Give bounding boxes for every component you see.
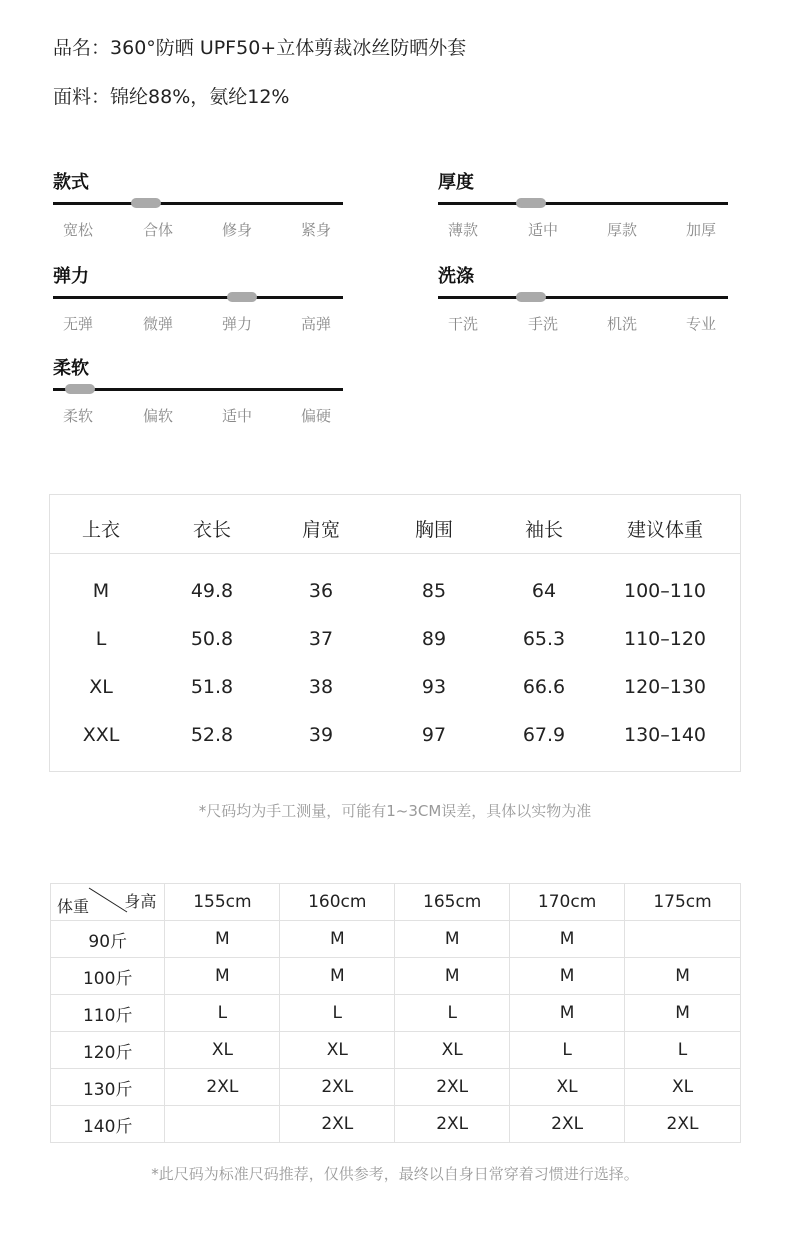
attribute-indicator <box>131 198 161 208</box>
corner-weight-label: 体重 <box>57 897 90 916</box>
recommended-size-cell: 2XL <box>395 1069 510 1106</box>
attribute-option: 微弹 <box>142 315 173 333</box>
size-cell: 120–130 <box>623 676 707 698</box>
height-header-cell: 175cm <box>625 884 741 921</box>
size-cell: XXL <box>82 724 120 746</box>
size-cell: 52.8 <box>190 724 234 746</box>
product-fabric-label: 面料： <box>53 86 111 108</box>
recommended-size-cell: XL <box>625 1069 741 1106</box>
size-cell: 64 <box>531 580 557 602</box>
recommendation-row <box>51 1032 741 1069</box>
weight-cell: 120斤 <box>51 1032 165 1069</box>
attribute-option: 适中 <box>221 407 252 425</box>
weight-cell: 100斤 <box>51 958 165 995</box>
recommended-size-cell: M <box>510 921 625 958</box>
attribute-indicator <box>227 292 257 302</box>
attribute-option: 高弹 <box>300 315 331 333</box>
attribute-option: 宽松 <box>62 221 93 239</box>
size-header-cell: 上衣 <box>81 519 121 541</box>
attribute-title: 款式 <box>53 172 89 193</box>
recommended-size-cell: 2XL <box>165 1069 280 1106</box>
product-name-label: 品名： <box>53 37 111 59</box>
attribute-option: 薄款 <box>447 221 478 239</box>
attribute-option: 柔软 <box>62 407 93 425</box>
attribute-track <box>53 296 343 299</box>
size-header-cell: 衣长 <box>192 519 232 541</box>
attribute-indicator <box>516 292 546 302</box>
attribute-option: 厚款 <box>606 221 637 239</box>
recommended-size-cell: M <box>395 958 510 995</box>
recommended-size-cell: M <box>165 921 280 958</box>
recommendation-row <box>51 921 741 958</box>
height-header-cell: 165cm <box>395 884 510 921</box>
size-header-cell: 袖长 <box>524 519 564 541</box>
recommended-size-cell: L <box>510 1032 625 1069</box>
attribute-option: 合体 <box>142 221 173 239</box>
recommended-size-cell: M <box>510 995 625 1032</box>
attribute-option: 偏硬 <box>300 407 331 425</box>
attribute-track <box>53 388 343 391</box>
attribute-option: 手洗 <box>527 315 558 333</box>
attribute-title: 柔软 <box>53 358 89 379</box>
attribute-option: 修身 <box>221 221 252 239</box>
size-cell: 51.8 <box>190 676 234 698</box>
recommended-size-cell: M <box>165 958 280 995</box>
recommended-size-cell: L <box>625 1032 741 1069</box>
size-cell: 67.9 <box>522 724 566 746</box>
size-cell: 65.3 <box>522 628 566 650</box>
size-table-note: *尺码均为手工测量，可能有1~3CM误差，具体以实物为准 <box>198 802 592 820</box>
recommended-size-cell: M <box>280 921 395 958</box>
attribute-option: 干洗 <box>447 315 478 333</box>
corner-height-label: 身高 <box>124 892 157 911</box>
product-name-value: 360°防晒 UPF50+立体剪裁冰丝防晒外套 <box>110 37 467 59</box>
attribute-scale <box>53 262 343 332</box>
attribute-option: 紧身 <box>300 221 331 239</box>
weight-cell: 90斤 <box>51 921 165 958</box>
corner-cell <box>51 884 165 921</box>
size-table-header <box>50 495 740 554</box>
recommended-size-cell: XL <box>395 1032 510 1069</box>
attribute-option: 弹力 <box>221 315 252 333</box>
attribute-title: 洗涤 <box>438 266 474 287</box>
size-cell: 110–120 <box>623 628 707 650</box>
product-name <box>53 33 466 60</box>
recommended-size-cell: L <box>395 995 510 1032</box>
attribute-option: 偏软 <box>142 407 173 425</box>
product-fabric-value: 锦纶88%，氨纶12% <box>110 86 290 108</box>
size-cell: 37 <box>308 628 334 650</box>
weight-cell: 130斤 <box>51 1069 165 1106</box>
attribute-scale <box>438 262 728 332</box>
recommended-size-cell <box>625 921 741 958</box>
recommended-size-cell: L <box>165 995 280 1032</box>
recommended-size-cell: XL <box>280 1032 395 1069</box>
attribute-track <box>438 296 728 299</box>
attribute-title: 弹力 <box>53 266 89 287</box>
size-cell: 100–110 <box>623 580 707 602</box>
size-header-cell: 胸围 <box>414 519 454 541</box>
recommended-size-cell <box>165 1106 280 1143</box>
attribute-option: 加厚 <box>685 221 716 239</box>
recommended-size-cell: 2XL <box>395 1106 510 1143</box>
size-header-cell: 肩宽 <box>301 519 341 541</box>
recommendation-row <box>51 995 741 1032</box>
size-cell: 66.6 <box>522 676 566 698</box>
size-cell: 85 <box>421 580 447 602</box>
recommendation-header-row <box>51 884 741 921</box>
height-header-cell: 155cm <box>165 884 280 921</box>
attribute-option: 专业 <box>685 315 716 333</box>
recommended-size-cell: XL <box>510 1069 625 1106</box>
attribute-option: 机洗 <box>606 315 637 333</box>
recommended-size-cell: M <box>625 995 741 1032</box>
size-cell: L <box>95 628 107 650</box>
size-cell: 49.8 <box>190 580 234 602</box>
size-cell: 39 <box>308 724 334 746</box>
attribute-title: 厚度 <box>438 172 474 193</box>
size-table <box>49 494 741 772</box>
height-header-cell: 170cm <box>510 884 625 921</box>
recommendation-row <box>51 1106 741 1143</box>
size-cell: 36 <box>308 580 334 602</box>
attribute-option: 无弹 <box>62 315 93 333</box>
size-cell: 97 <box>421 724 447 746</box>
attribute-track <box>53 202 343 205</box>
recommended-size-cell: L <box>280 995 395 1032</box>
recommended-size-cell: 2XL <box>510 1106 625 1143</box>
attribute-indicator <box>65 384 95 394</box>
size-cell: 130–140 <box>623 724 707 746</box>
attribute-scale <box>53 354 343 424</box>
recommended-size-cell: M <box>625 958 741 995</box>
size-cell: M <box>92 580 110 602</box>
attribute-indicator <box>516 198 546 208</box>
recommended-size-cell: 2XL <box>280 1106 395 1143</box>
recommended-size-cell: 2XL <box>280 1069 395 1106</box>
height-header-cell: 160cm <box>280 884 395 921</box>
size-cell: 93 <box>421 676 447 698</box>
recommended-size-cell: M <box>510 958 625 995</box>
attribute-scale <box>438 168 728 238</box>
recommendation-row <box>51 1069 741 1106</box>
recommended-size-cell: XL <box>165 1032 280 1069</box>
size-cell: XL <box>89 676 113 698</box>
recommendation-note: *此尺码为标准尺码推荐，仅供参考，最终以自身日常穿着习惯进行选择。 <box>151 1165 639 1183</box>
attribute-scale <box>53 168 343 238</box>
recommended-size-cell: M <box>280 958 395 995</box>
attribute-track <box>438 202 728 205</box>
recommended-size-cell: M <box>395 921 510 958</box>
size-cell: 89 <box>421 628 447 650</box>
size-cell: 50.8 <box>190 628 234 650</box>
weight-cell: 140斤 <box>51 1106 165 1143</box>
recommended-size-cell: 2XL <box>625 1106 741 1143</box>
recommendation-row <box>51 958 741 995</box>
size-header-cell: 建议体重 <box>626 519 704 541</box>
weight-cell: 110斤 <box>51 995 165 1032</box>
size-recommendation-table <box>50 883 741 1143</box>
attribute-option: 适中 <box>527 221 558 239</box>
product-fabric <box>53 82 289 109</box>
size-cell: 38 <box>308 676 334 698</box>
